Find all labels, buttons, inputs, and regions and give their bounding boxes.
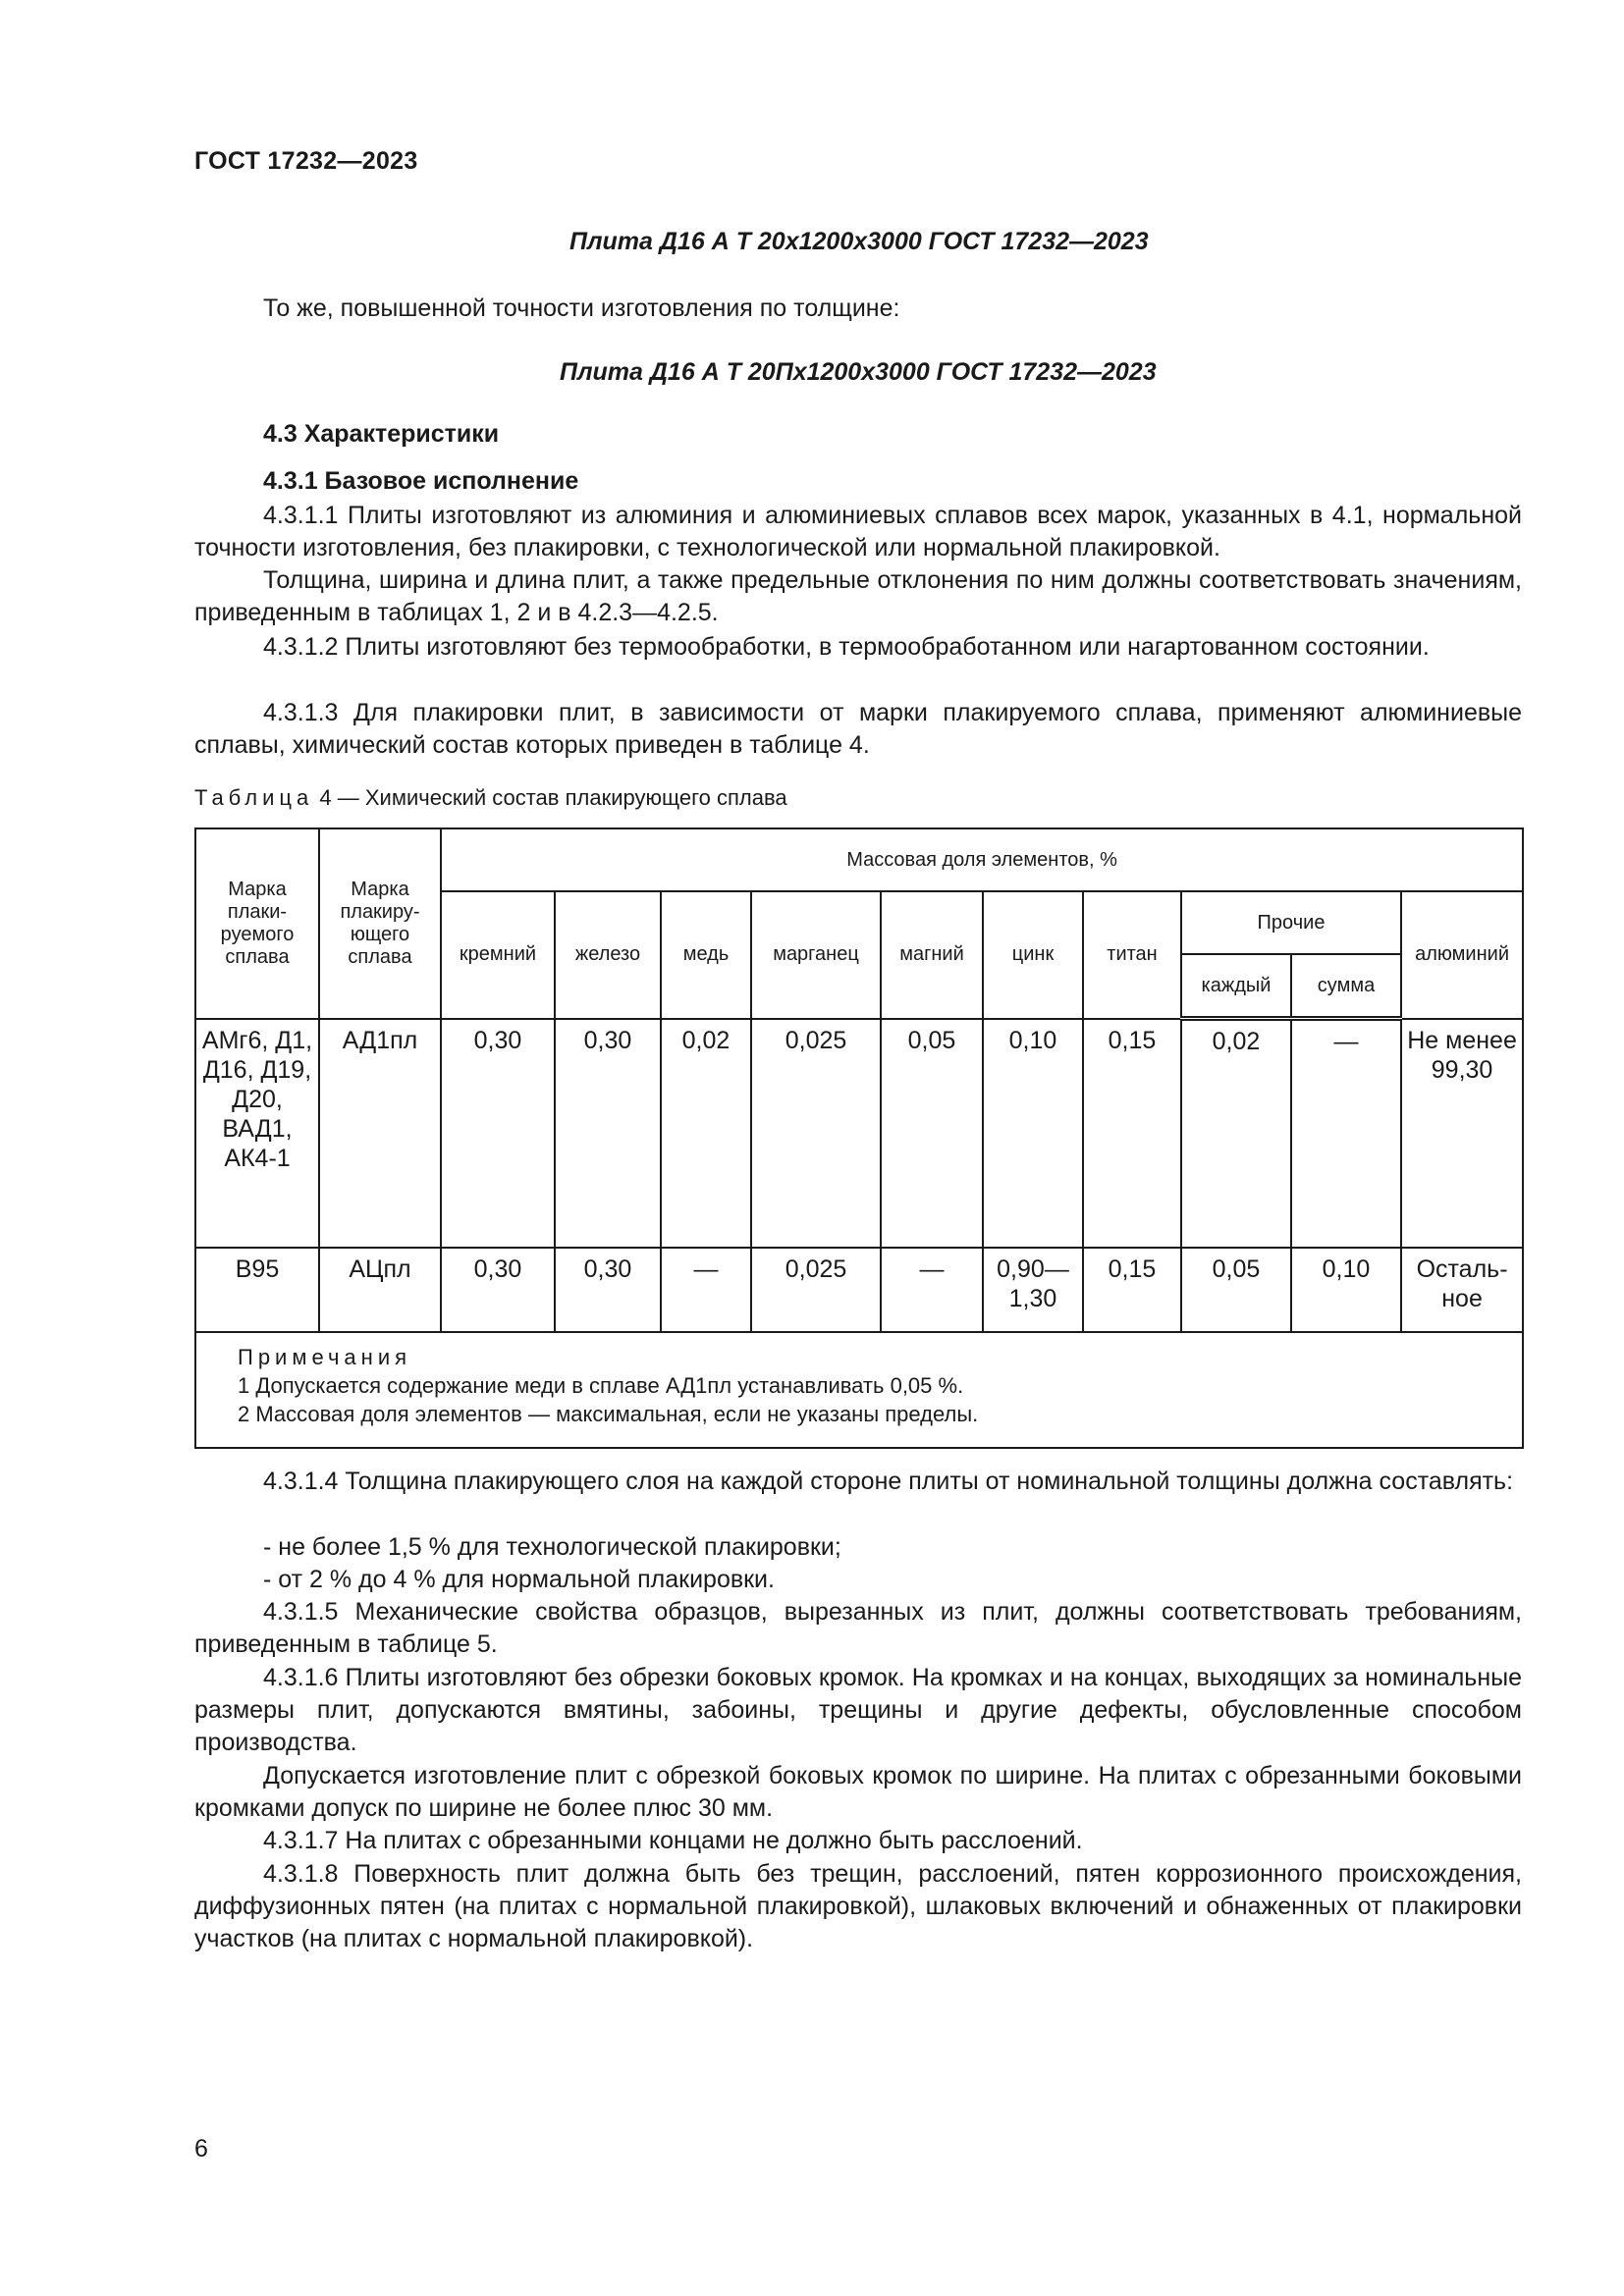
table-caption-title: 4 — Химический состав плакирующего сплава [319, 785, 787, 810]
cell-mn: 0,025 [751, 1019, 881, 1249]
paragraph-edge-trimming: Допускается изготовление плит с обрезкой боковых кромок по ширине. На плитах с обрезанными боковыми кромками допуск по ширине не более плюс 30 мм. [194, 1762, 1522, 1822]
product-designation-standard: Плита Д16 А Т 20х1200х3000 ГОСТ 17232—2023 [569, 228, 1149, 255]
cell-ti: 0,15 [1083, 1019, 1181, 1249]
list-item: - от 2 % до 4 % для нормальной плакировки. [263, 1566, 775, 1593]
header-aluminium: алюминий [1401, 891, 1523, 1019]
paragraph-4-3-1-1: 4.3.1.1 Плиты изготовляют из алюминия и алюминиевых сплавов всех марок, указанных в 4.1, нормальной точности изготовления, без плакировки, с технологической или нормальной плакировкой. [194, 502, 1522, 561]
document-code: ГОСТ 17232—2023 [194, 147, 418, 175]
list-item: - не более 1,5 % для технологической плакировки; [263, 1533, 841, 1561]
cell-grades: В95 [195, 1248, 319, 1332]
header-silicon: кремний [441, 891, 555, 1019]
cell-zn: 0,10 [983, 1019, 1083, 1249]
cell-ti: 0,15 [1083, 1248, 1181, 1332]
cell-cladding: АЦпл [319, 1248, 441, 1332]
cell-cu: 0,02 [661, 1019, 751, 1249]
cell-si: 0,30 [441, 1019, 555, 1249]
cell-sum: — [1291, 1019, 1401, 1249]
table-row [195, 1019, 1523, 1249]
paragraph-dimensions: Толщина, ширина и длина плит, а также предельные отклонения по ним должны соответствовать значениям, приведенным в таблицах 1, 2 и в 4.2.3—4.2.5. [194, 566, 1522, 626]
cell-fe: 0,30 [555, 1248, 661, 1332]
header-titanium: титан [1083, 891, 1181, 1019]
cell-zn: 0,90—1,30 [983, 1248, 1083, 1332]
note-2: 2 Массовая доля элементов — максимальная, если не указаны пределы. [238, 1402, 979, 1426]
cell-each: 0,05 [1181, 1248, 1291, 1332]
paragraph-4-3-1-5: 4.3.1.5 Механические свойства образцов, вырезанных из плит, должны соответствовать требованиям, приведенным в таблице 5. [194, 1598, 1522, 1658]
paragraph-4-3-1-2: 4.3.1.2 Плиты изготовляют без термообработки, в термообработанном или нагартованном состоянии. [263, 633, 1430, 661]
section-heading-4-3-1: 4.3.1 Базовое исполнение [263, 467, 579, 495]
cell-mn: 0,025 [751, 1248, 881, 1332]
header-manganese: марганец [751, 891, 881, 1019]
note-1: 1 Допускается содержание меди в сплаве АД1пл устанавливать 0,05 %. [238, 1373, 964, 1398]
chemical-composition-table [194, 828, 1524, 1449]
header-magnesium: магний [881, 891, 983, 1019]
cell-cu: — [661, 1248, 751, 1332]
header-other-sum: сумма [1291, 954, 1401, 1019]
cell-al: Осталь-ное [1401, 1248, 1523, 1332]
table-row [195, 1248, 1523, 1332]
intro-line: То же, повышенной точности изготовления по толщине: [263, 294, 900, 322]
paragraph-4-3-1-7: 4.3.1.7 На плитах с обрезанными концами не должно быть расслоений. [263, 1827, 1083, 1854]
header-other-each: каждый [1181, 954, 1291, 1019]
cell-cladding: АД1пл [319, 1019, 441, 1249]
header-iron: железо [555, 891, 661, 1019]
cell-sum: 0,10 [1291, 1248, 1401, 1332]
table-caption [194, 785, 787, 811]
header-copper: медь [661, 891, 751, 1019]
cell-fe: 0,30 [555, 1019, 661, 1249]
header-clad-grade: Марка плаки-руемого сплава [195, 828, 319, 1019]
header-zinc: цинк [983, 891, 1083, 1019]
header-other: Прочие [1181, 891, 1401, 954]
header-mass-fraction: Массовая доля элементов, % [441, 828, 1523, 891]
cell-each: 0,02 [1181, 1019, 1291, 1249]
paragraph-4-3-1-6: 4.3.1.6 Плиты изготовляют без обрезки боковых кромок. На кромках и на концах, выходящих за номинальные размеры плит, допускаются вмятины, забоины, трещины и другие дефекты, обусловленные способом производства. [194, 1664, 1522, 1756]
product-designation-precision: Плита Д16 А Т 20Пх1200х3000 ГОСТ 17232—2023 [560, 358, 1157, 386]
cell-si: 0,30 [441, 1248, 555, 1332]
table-notes [195, 1332, 1523, 1448]
page-number: 6 [194, 2135, 208, 2163]
paragraph-4-3-1-8: 4.3.1.8 Поверхность плит должна быть без трещин, расслоений, пятен коррозионного происхождения, диффузионных пятен (на плитах с нормальной плакировкой), шлаковых включений и обнаженных от плакировки участков (на плитах с нормальной плакировкой). [194, 1860, 1522, 1952]
cell-al: Не менее 99,30 [1401, 1019, 1523, 1249]
section-heading-4-3: 4.3 Характеристики [263, 420, 500, 448]
paragraph-4-3-1-4: 4.3.1.4 Толщина плакирующего слоя на каждой стороне плиты от номинальной толщины должна составлять: [263, 1468, 1514, 1495]
table-caption-word: Таблица [194, 785, 314, 810]
paragraph-4-3-1-3: 4.3.1.3 Для плакировки плит, в зависимости от марки плакируемого сплава, применяют алюминиевые сплавы, химический состав которых приведен в таблице 4. [194, 699, 1522, 759]
cell-mg: 0,05 [881, 1019, 983, 1249]
header-cladding-grade: Марка плакиру-ющего сплава [319, 828, 441, 1019]
cell-grades: АМг6, Д1, Д16, Д19, Д20, ВАД1, АК4-1 [195, 1019, 319, 1249]
cell-mg: — [881, 1248, 983, 1332]
notes-title: Примечания [238, 1345, 412, 1369]
